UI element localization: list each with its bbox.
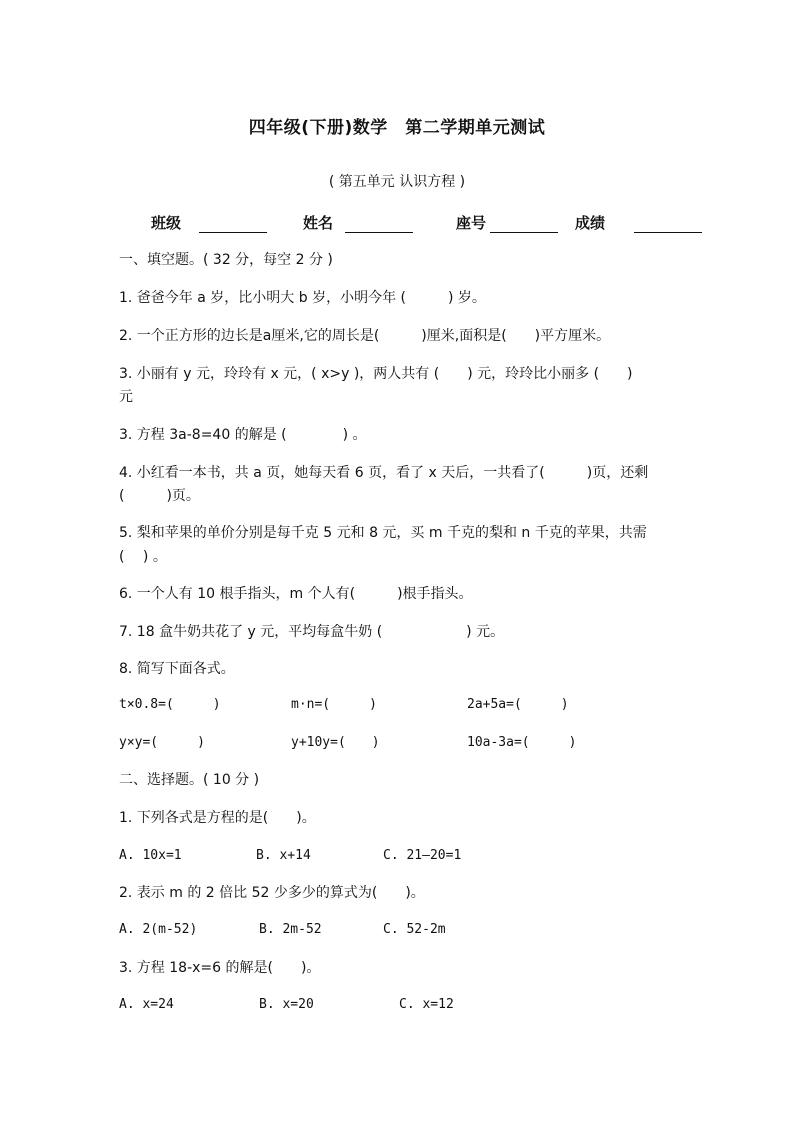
simplify-item-e: y+10y=( ) [291, 735, 380, 750]
choice-1-option-c: C. 21—20=1 [383, 848, 462, 863]
choice-2-option-c: C. 52-2m [383, 922, 446, 937]
simplify-item-c: 2a+5a=( ) [467, 697, 569, 712]
name-blank[interactable] [345, 232, 413, 233]
choice-1-option-b: B. x+14 [256, 848, 311, 863]
simplify-item-f: 10a-3a=( ) [467, 735, 577, 750]
score-blank[interactable] [634, 232, 702, 233]
section-heading-fill-blanks: 一、填空题。( 32 分，每空 2 分 ) [119, 252, 333, 268]
choice-3-option-c: C. x=12 [399, 997, 454, 1012]
question-2: 2. 一个正方形的边长是a厘米,它的周长是( )厘米,面积是( )平方厘米。 [119, 328, 611, 344]
page-title: 四年级(下册)数学 第二学期单元测试 [248, 118, 546, 138]
question-7: 7. 18 盒牛奶共花了 y 元，平均每盒牛奶 ( ) 元。 [119, 624, 505, 640]
class-label: 班级 [151, 214, 182, 232]
question-3b: 3. 方程 3a-8=40 的解是 ( ) 。 [119, 427, 367, 443]
question-5: 5. 梨和苹果的单价分别是每千克 5 元和 8 元，买 m 千克的梨和 n 千克的苹果，共需 [119, 525, 647, 541]
choice-3-option-a: A. x=24 [119, 997, 174, 1012]
seat-label: 座号 [456, 214, 487, 232]
seat-blank[interactable] [490, 232, 558, 233]
student-info-row [0, 212, 794, 236]
simplify-item-d: y×y=( ) [119, 735, 205, 750]
class-blank[interactable] [199, 232, 267, 233]
choice-question-3: 3. 方程 18-x=6 的解是( )。 [119, 960, 321, 976]
question-4: 4. 小红看一本书，共 a 页，她每天看 6 页，看了 x 天后，一共看了( )页，还剩 [119, 465, 649, 481]
question-8: 8. 简写下面各式。 [119, 661, 235, 677]
choice-1-option-a: A. 10x=1 [119, 848, 182, 863]
choice-3-option-b: B. x=20 [259, 997, 314, 1012]
question-3-continued: 元 [119, 389, 133, 405]
question-3: 3. 小丽有 y 元，玲玲有 x 元，( x>y )，两人共有 ( ) 元，玲玲比小丽多 ( ) [119, 366, 633, 382]
simplify-item-a: t×0.8=( ) [119, 697, 221, 712]
question-1: 1. 爸爸今年 a 岁，比小明大 b 岁，小明今年 ( ) 岁。 [119, 290, 486, 306]
choice-question-1: 1. 下列各式是方程的是( )。 [119, 810, 316, 826]
question-4-continued: ( )页。 [119, 488, 200, 504]
choice-2-option-b: B. 2m-52 [259, 922, 322, 937]
section-heading-multiple-choice: 二、选择题。( 10 分 ) [119, 772, 260, 788]
choice-2-option-a: A. 2(m-52) [119, 922, 198, 937]
question-6: 6. 一个人有 10 根手指头，m 个人有( )根手指头。 [119, 586, 473, 602]
score-label: 成绩 [575, 214, 606, 232]
question-5-continued: ( ) 。 [119, 549, 167, 565]
page-subtitle: ( 第五单元 认识方程 ) [328, 174, 466, 190]
name-label: 姓名 [303, 214, 334, 232]
simplify-item-b: m·n=( ) [291, 697, 377, 712]
choice-question-2: 2. 表示 m 的 2 倍比 52 少多少的算式为( )。 [119, 885, 425, 901]
